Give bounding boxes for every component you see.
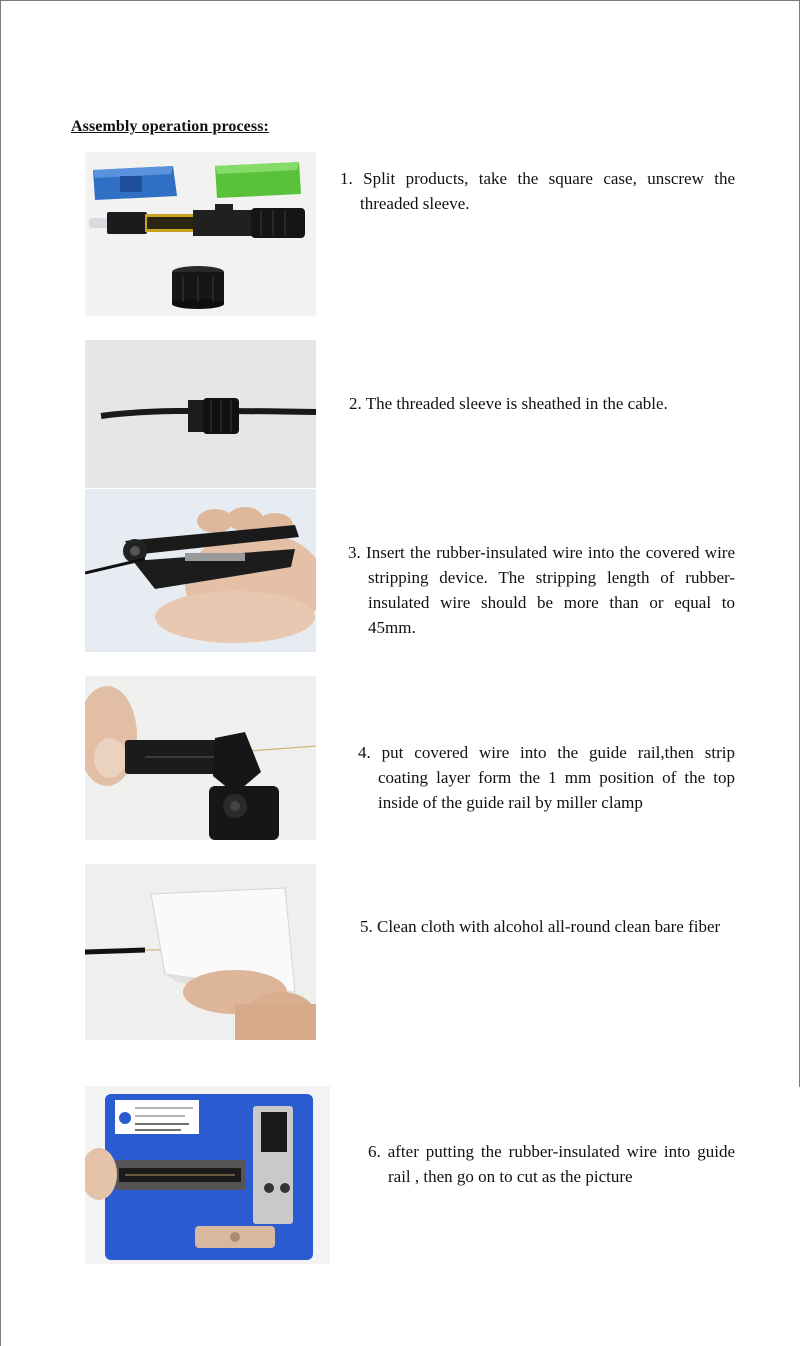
step-number: 1. [340, 169, 353, 188]
fiber-cleaver-illustration [85, 1086, 330, 1264]
step-number: 4. [358, 743, 371, 762]
sleeve-on-cable-illustration [85, 340, 316, 488]
section-heading: Assembly operation process: [71, 118, 269, 135]
step-3 [348, 540, 735, 640]
wire-stripper-illustration [85, 489, 316, 652]
step-text: put covered wire into the guide rail,then strip coating layer form the 1 mm position of the top inside of the guide rail by miller clamp [378, 743, 736, 812]
photo-guide-rail-clamp [85, 676, 316, 840]
guide-rail-clamp-illustration [85, 676, 316, 840]
step-text: Clean cloth with alcohol all-round clean bare fiber [377, 917, 721, 936]
step-number: 5. [360, 917, 373, 936]
connector-parts-illustration [85, 152, 316, 316]
step-text: after putting the rubber-insulated wire into guide rail , then go on to cut as the picture [387, 1142, 736, 1186]
step-number: 3. [348, 543, 361, 562]
step-4 [358, 740, 735, 815]
step-number: 2. [349, 394, 362, 413]
step-1 [340, 166, 735, 216]
cleaning-cloth-illustration [85, 864, 316, 1040]
step-text: Split products, take the square case, unscrew the threaded sleeve. [360, 169, 735, 213]
photo-sleeve-on-cable [85, 340, 316, 488]
step-6 [368, 1139, 735, 1189]
photo-fiber-cleaver [85, 1086, 330, 1264]
step-5 [360, 914, 735, 939]
step-number: 6. [368, 1142, 381, 1161]
step-text: The threaded sleeve is sheathed in the cable. [365, 394, 668, 413]
step-text: Insert the rubber-insulated wire into the covered wire stripping device. The stripping length of rubber-insulated wire should be more than or equal to 45mm. [366, 543, 736, 637]
photo-wire-stripper [85, 489, 316, 652]
photo-cleaning-cloth [85, 864, 316, 1040]
photo-connector-parts [85, 152, 316, 316]
step-2 [349, 391, 739, 416]
